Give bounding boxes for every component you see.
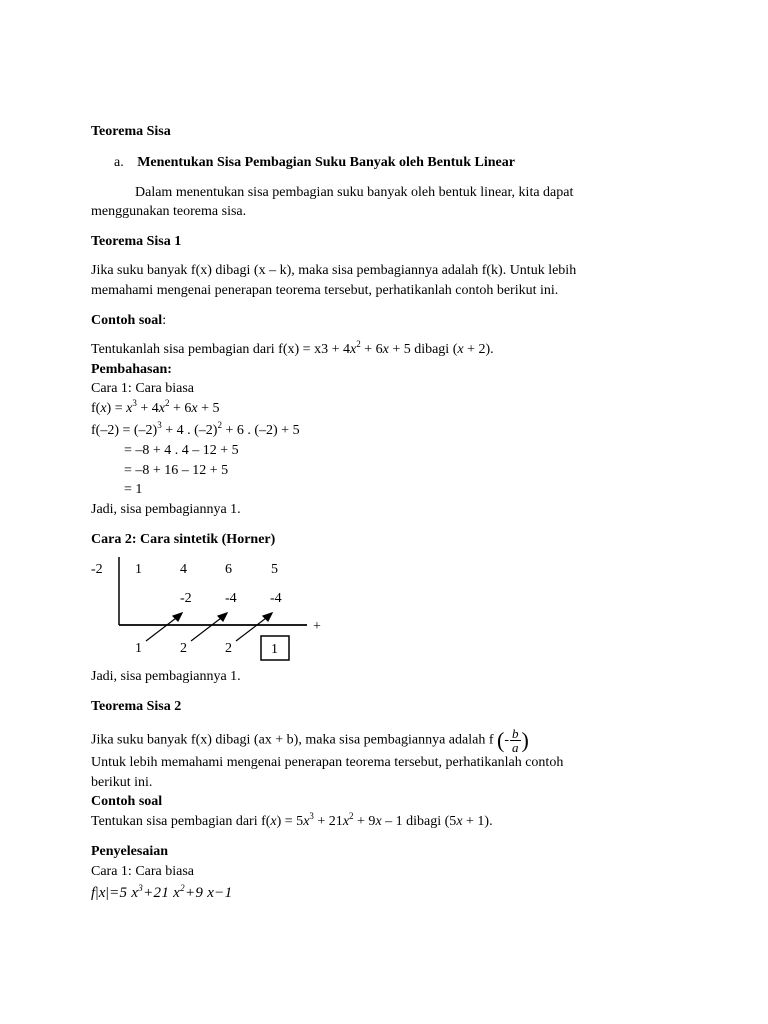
q1-part-a: Tentukanlah sisa pembagian dari f(x) = x3 + 4 [91,342,350,357]
subheading-text: Menentukan Sisa Pembagian Suku Banyak oleh Bentuk Linear [137,155,515,170]
q2-x-4: x [375,814,382,829]
q2-e: – 1 dibagi (5 [381,814,457,829]
q2-x-3: x [342,814,350,829]
horner-diagram [85,555,345,665]
pembahasan-cara-1: Cara 1: Cara biasa [91,381,195,396]
sub-b: + 4 . (–2) [161,423,218,438]
horner-result-3: 2 [225,641,232,656]
q1-part-c: + 5 dibagi ( [388,342,458,357]
q1-exp-2: 2 [356,339,361,349]
fraction-denominator: a [512,740,519,755]
sub-a: f(–2) = (–2) [91,423,158,438]
fx-var: x [100,401,107,416]
teorema-2-heading: Teorema Sisa 2 [91,699,182,714]
contoh-2-question [91,813,493,831]
q1-var-x: x [349,342,357,357]
teorema-2-line-2: Untuk lebih memahami mengenai penerapan teorema tersebut, perhatikanlah contoh [91,755,564,770]
fx-exp-2: 2 [164,398,170,408]
horner-product-1: -2 [180,591,192,606]
substitution-line [91,422,300,440]
contoh-1-colon: : [162,313,167,328]
intro-line-2: menggunakan teorema sisa. [91,204,247,219]
q1-var-x-3: x [457,342,464,357]
fraction-numerator: b [512,726,519,741]
teorema-1-line-1: Jika suku banyak f(x) dibagi (x – k), maka sisa pembagiannya adalah f(k). Untuk lebih [91,263,577,278]
horner-coef-4: 5 [271,562,278,577]
q2-x-1: x [270,814,277,829]
contoh-2-heading: Contoh soal [91,794,163,809]
q2-f: + 1). [462,814,493,829]
sub-c: + 6 . (–2) + 5 [221,423,300,438]
formula-exp-3: 3 [138,883,144,893]
fx-exp-3: 3 [132,398,137,408]
q2-exp-2: 2 [349,811,354,821]
penyelesaian-cara-1: Cara 1: Cara biasa [91,864,195,879]
formula-exp-2: 2 [180,883,185,893]
subheading [114,154,515,172]
formula-c: =5 x [109,885,139,901]
formula-x: x [98,885,106,901]
fx-a: f( [91,401,101,416]
q1-part-b: + 6 [360,342,383,357]
step-4: = 1 [124,482,143,497]
arrow-2 [191,615,225,641]
q2-x-2: x [303,814,310,829]
horner-coef-3: 6 [225,562,232,577]
q2-c: + 21 [313,814,343,829]
q2-x-5: x [456,814,463,829]
horner-result-1: 1 [135,641,142,656]
teorema-1-heading: Teorema Sisa 1 [91,234,182,249]
open-paren: ( [497,727,505,753]
contoh-1-heading [91,312,166,330]
penyelesaian-heading: Penyelesaian [91,844,168,859]
q2-a: Tentukan sisa pembagian dari f( [91,814,271,829]
horner-product-2: -4 [225,591,237,606]
horner-coef-1: 1 [135,562,142,577]
arrow-1 [146,615,180,641]
horner-arrows [146,613,272,641]
page-title: Teorema Sisa [91,124,171,139]
list-marker: a. [114,155,124,170]
contoh-1-heading-text: Contoh soal [91,313,163,328]
fx-c: + 4 [136,401,159,416]
step-3: = –8 + 16 – 12 + 5 [124,463,229,478]
cara-2-heading: Cara 2: Cara sintetik (Horner) [91,532,276,547]
horner-plus: + [313,619,321,634]
teorema-2-text: Jika suku banyak f(x) dibagi (ax + b), maka sisa pembagiannya adalah [91,732,489,748]
horner-coef-2: 4 [180,562,187,577]
horner-product-3: -4 [270,591,282,606]
jadi-1: Jadi, sisa pembagiannya 1. [91,502,241,517]
final-formula: f|x|=5 $x^3+21$ $x^2+9$ x−1 [91,883,233,901]
horner-result-2: 2 [180,641,187,656]
q1-part-d: + 2). [463,342,494,357]
fx-b: ) = [106,401,127,416]
q2-exp-3: 3 [309,811,314,821]
teorema-2-minus: - [504,732,509,748]
fx-e: + 5 [197,401,220,416]
q2-d: + 9 [353,814,376,829]
fx-var-2: x [126,401,133,416]
fx-d: + 6 [169,401,192,416]
teorema-2-line-1 [91,727,529,754]
formula-e: +9 x−1 [184,885,233,901]
pembahasan-heading: Pembahasan: [91,362,172,377]
close-paren: ) [521,727,529,753]
fx-var-4: x [191,401,198,416]
fraction-b-over-a [510,727,521,754]
step-2: = –8 + 4 . 4 – 12 + 5 [124,443,239,458]
fx-definition [91,400,219,418]
q2-b: ) = 5 [276,814,304,829]
arrow-3 [236,615,270,641]
teorema-1-line-2: memahami mengenai penerapan teorema tersebut, perhatikanlah contoh berikut ini. [91,283,559,298]
sub-exp-3: 3 [157,420,162,430]
teorema-2-f: f [488,732,494,748]
sub-exp-2: 2 [217,420,222,430]
formula-f: f [91,885,96,901]
fx-var-3: x [158,401,165,416]
formula-d: +21 x [143,885,181,901]
jadi-2: Jadi, sisa pembagiannya 1. [91,669,241,684]
q1-var-x-2: x [382,342,389,357]
horner-divisor: -2 [91,562,103,577]
intro-line-1: Dalam menentukan sisa pembagian suku banyak oleh bentuk linear, kita dapat [135,185,574,200]
contoh-1-question [91,341,494,359]
horner-remainder: 1 [271,642,278,657]
teorema-2-line-3: berikut ini. [91,775,153,790]
